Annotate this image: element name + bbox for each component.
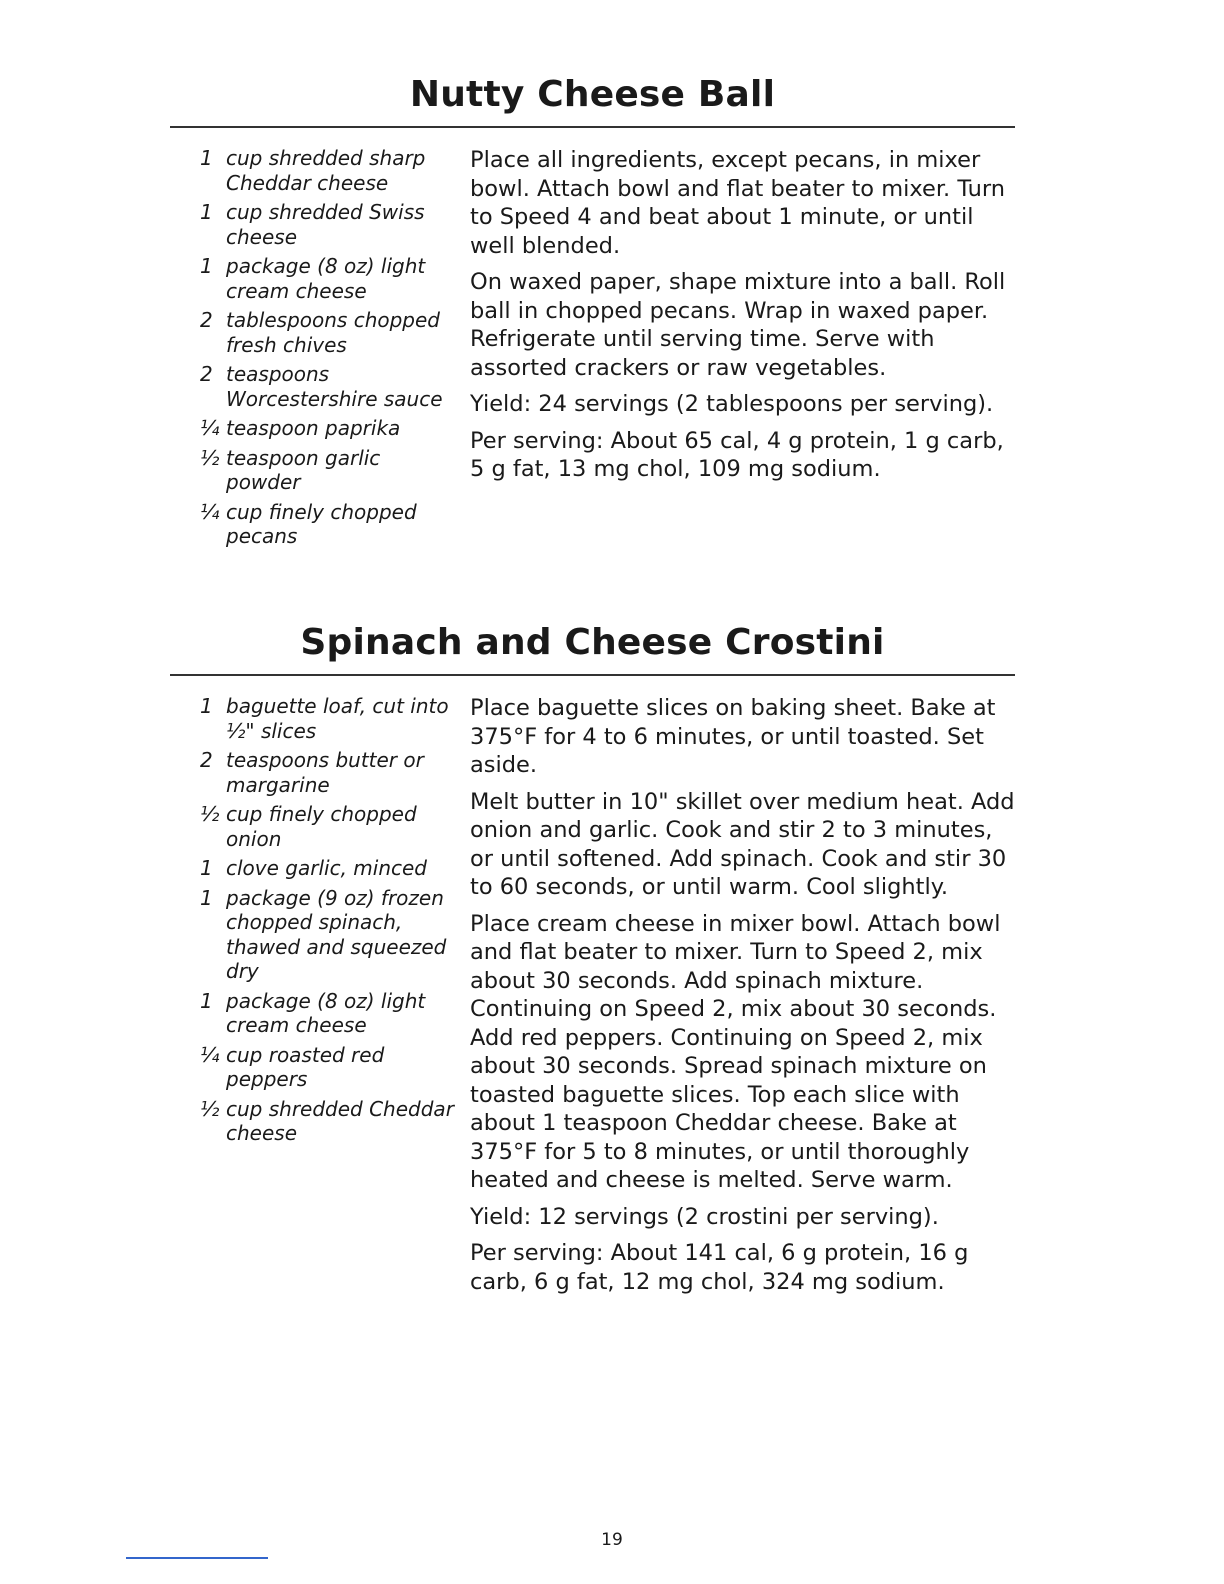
recipe-spinach-cheese-crostini <box>170 620 1015 1295</box>
ingredient-item <box>200 416 460 441</box>
ingredient-item <box>200 694 460 743</box>
ingredient-qty: 1 <box>200 988 213 1013</box>
ingredient-qty: ¼ <box>200 416 220 440</box>
ingredient-name: package (8 oz) light cream cheese <box>226 254 426 303</box>
ingredient-name: cup shredded sharp Cheddar cheese <box>226 146 426 195</box>
ingredient-name: teaspoons butter or margarine <box>226 748 424 797</box>
directions <box>470 146 1020 492</box>
ingredient-qty: ½ <box>200 1096 220 1121</box>
ingredient-name: teaspoon garlic powder <box>226 445 381 494</box>
ingredient-name: baguette loaf, cut into ½" slices <box>226 694 449 743</box>
ingredient-name: package (8 oz) light cream cheese <box>226 988 426 1037</box>
ingredient-name: teaspoon paprika <box>226 416 401 440</box>
ingredient-item <box>200 1097 460 1146</box>
ingredient-qty: 1 <box>200 200 213 224</box>
ingredient-qty: 1 <box>200 885 213 910</box>
recipe-title: Nutty Cheese Ball <box>409 74 776 115</box>
directions <box>470 694 1020 1304</box>
direction-paragraph: Place baguette slices on baking sheet. Bake at 375°F for 4 to 6 minutes, or until toasted. Set aside. <box>470 695 996 778</box>
ingredient-name: tablespoons chopped fresh chives <box>226 308 440 357</box>
ingredient-item <box>200 989 460 1038</box>
recipe-title: Spinach and Cheese Crostini <box>300 622 885 663</box>
ingredient-name: clove garlic, minced <box>226 856 427 880</box>
ingredient-item <box>200 362 460 411</box>
ingredient-name: teaspoons Worcestershire sauce <box>226 362 443 411</box>
ingredient-item <box>200 886 460 984</box>
title-divider <box>170 126 1015 128</box>
yield-text: Yield: 24 servings (2 tablespoons per serving). <box>470 391 994 417</box>
direction-paragraph: On waxed paper, shape mixture into a ball. Roll ball in chopped pecans. Wrap in waxed paper. Refrigerate until serving time. Serve with assorted crackers or raw vegetables. <box>470 269 1006 381</box>
recipe-nutty-cheese-ball <box>170 72 1015 548</box>
ingredient-qty: ¼ <box>200 1042 220 1067</box>
yield-text: Yield: 12 servings (2 crostini per serving). <box>470 1203 939 1230</box>
ingredient-qty: ¼ <box>200 499 220 524</box>
ingredient-name: cup finely chopped pecans <box>226 499 417 548</box>
ingredient-item <box>200 146 460 195</box>
ingredient-list <box>200 146 460 554</box>
page-number: 19 <box>601 1530 623 1550</box>
ingredient-item <box>200 856 460 881</box>
ingredient-qty: 1 <box>200 694 213 718</box>
ingredient-item <box>200 802 460 851</box>
direction-paragraph: Place all ingredients, except pecans, in mixer bowl. Attach bowl and flat beater to mixer. Turn to Speed 4 and beat about 1 minute, or until well blended. <box>470 147 1006 259</box>
ingredient-item <box>200 446 460 495</box>
title-divider <box>170 674 1015 676</box>
footer-line <box>126 1557 268 1559</box>
ingredient-qty: 1 <box>200 254 213 278</box>
ingredient-item <box>200 748 460 797</box>
ingredient-item <box>200 1043 460 1092</box>
ingredient-qty: 2 <box>200 748 213 772</box>
ingredient-qty: 1 <box>200 146 213 170</box>
ingredient-qty: 2 <box>200 308 213 332</box>
ingredient-item <box>200 200 460 249</box>
ingredient-qty: ½ <box>200 445 220 470</box>
ingredient-name: cup shredded Cheddar cheese <box>226 1096 454 1145</box>
ingredient-qty: ½ <box>200 802 220 826</box>
ingredient-name: cup shredded Swiss cheese <box>226 200 425 249</box>
ingredient-list <box>200 694 460 1151</box>
ingredient-item <box>200 254 460 303</box>
nutrition-text: Per serving: About 141 cal, 6 g protein, 16 g carb, 6 g fat, 12 mg chol, 324 mg sodium. <box>470 1240 969 1295</box>
ingredient-item <box>200 308 460 357</box>
ingredient-name: cup finely chopped onion <box>226 802 417 851</box>
ingredient-name: cup roasted red peppers <box>226 1042 385 1091</box>
ingredient-qty: 2 <box>200 362 213 386</box>
direction-paragraph: Melt butter in 10" skillet over medium heat. Add onion and garlic. Cook and stir 2 to 3 minutes, or until softened. Add spinach. Cook and stir 30 to 60 seconds, or until warm. Cool slightly. <box>470 788 1015 900</box>
nutrition-text: Per serving: About 65 cal, 4 g protein, 1 g carb, 5 g fat, 13 mg chol, 109 mg sodium. <box>470 427 1004 482</box>
ingredient-qty: 1 <box>200 856 213 880</box>
ingredient-item <box>200 500 460 549</box>
direction-paragraph: Place cream cheese in mixer bowl. Attach bowl and flat beater to mixer. Turn to Speed 2, mix about 30 seconds. Add spinach mixture. Continuing on Speed 2, mix about 30 seconds. Add red peppers. Continuing on Speed 2, mix about 30 seconds. Spread spinach mixture on toasted baguette slices. Top each slice with about 1 teaspoon Cheddar cheese. Bake at 375°F for 5 to 8 minutes, or until thoroughly heated and cheese is melted. Serve warm. <box>470 910 1001 1193</box>
ingredient-name: package (9 oz) frozen chopped spinach, thawed and squeezed dry <box>226 885 447 983</box>
